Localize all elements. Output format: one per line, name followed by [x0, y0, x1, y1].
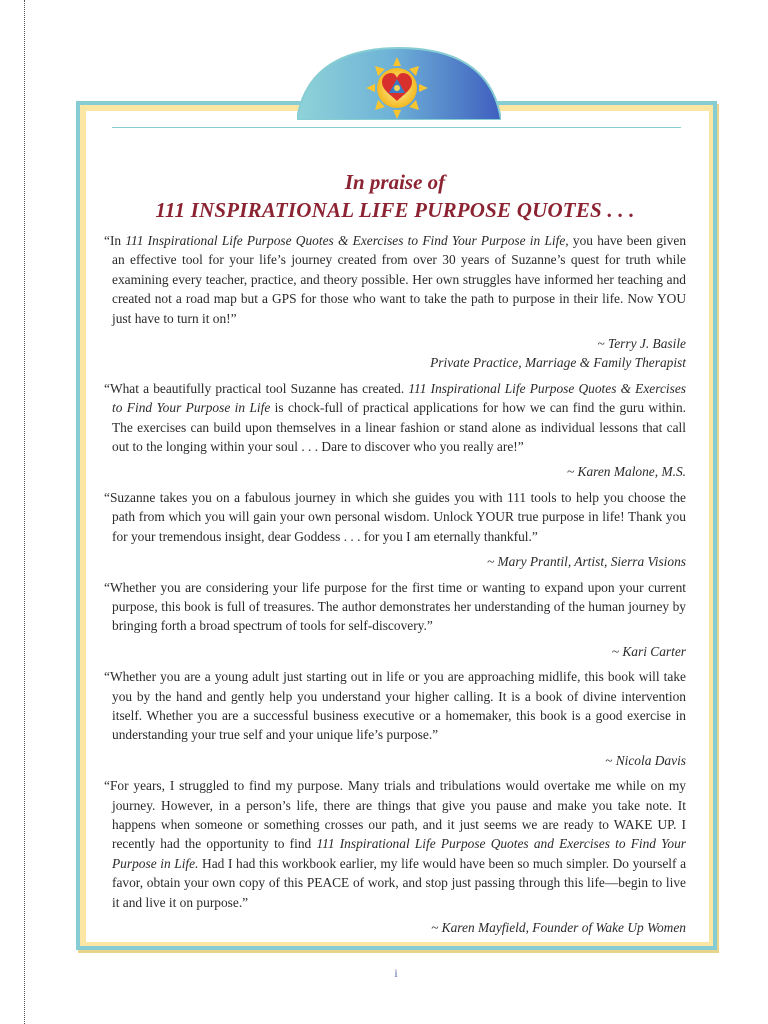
testimonial: [104, 379, 686, 482]
testimonial-text: [104, 231, 686, 328]
book-title-italic: 111 Inspirational Life Purpose Quotes & Exercises to Find Your Purpose in Life: [112, 380, 686, 416]
attribution-line: ~ Terry J. Basile: [597, 336, 686, 352]
testimonial-list: [104, 231, 686, 943]
testimonial-attribution: [104, 751, 686, 770]
testimonial-text: [104, 578, 686, 636]
testimonial-text-segment: is chock-full of practical applications for how we can find the guru within. The exercises can build upon themselves in a linear fashion or stand alone as individual lessons that call out to the longing within your soul . . . Dare to discover who you really are!”: [112, 400, 686, 455]
testimonial-attribution: [104, 462, 686, 481]
testimonial: [104, 578, 686, 662]
testimonial: [104, 667, 686, 770]
testimonial-text-segment: you have been given an effective tool for your life’s journey created from over 30 years of Suzanne’s quest for truth while examining every teacher, practice, and theory possible. Her own struggles have informed her teaching and created not a road map but a GPS for those who want to take the path to purpose in their life. Now YOU just have to turn it on!”: [112, 233, 687, 326]
testimonial-attribution: [104, 918, 686, 937]
title-line-2: 111 INSPIRATIONAL LIFE PURPOSE QUOTES . . .: [155, 198, 635, 222]
testimonial-text-segment: “In: [104, 233, 126, 248]
testimonial-text-segment: “What a beautifully practical tool Suzanne has created.: [104, 380, 409, 396]
testimonial: [104, 488, 686, 572]
testimonial-text: [104, 379, 686, 457]
testimonial-attribution: [104, 642, 686, 661]
testimonial-text: [104, 488, 686, 546]
attribution-line: ~ Karen Mayfield, Founder of Wake Up Women: [431, 920, 686, 935]
attribution-line: ~ Karen Malone, M.S.: [566, 464, 686, 480]
title-line-1: In praise of: [344, 170, 446, 194]
testimonial-text-segment: “Whether you are a young adult just starting out in life or you are approaching midlife, this book will take you by the hand and gently help you understand your higher calling. It is a book of divine intervention itself. Whether you are a successful business executive or a homemaker, this book is a good exercise in understanding your true self and your unique life’s purpose.”: [104, 669, 686, 743]
testimonial-text: [104, 776, 686, 912]
page-margin-guide: [24, 0, 25, 1024]
testimonial: [104, 231, 686, 373]
testimonial-text-segment: “For years, I struggled to find my purpose. Many trials and tribulations would overtake me while on my journey. However, in a person’s life, there are things that give you pause and make you take note. It happens when someone or something crosses our path, and it just seems we are ready to WAKE UP. I recently had the opportunity to find: [104, 778, 686, 852]
testimonial-attribution: [104, 552, 686, 571]
top-rule: [112, 127, 681, 128]
testimonial-text-segment: “Whether you are considering your life purpose for the first time or wanting to expand upon your current purpose, this book is full of treasures. The author demonstrates her understanding of the human journey by bringing forth a broad spectrum of tools for self-discovery.”: [104, 579, 686, 634]
attribution-line: ~ Mary Prantil, Artist, Sierra Visions: [486, 554, 686, 570]
testimonial: [104, 776, 686, 937]
attribution-line: ~ Nicola Davis: [605, 752, 686, 768]
page-number: i: [394, 966, 398, 980]
testimonial-text-segment: “Suzanne takes you on a fabulous journey in which she guides you with 111 tools to help you choose the path from which you will gain your own personal wisdom. Unlock YOUR true purpose in life! Thank you for your tremendous insight, dear Goddess . . . for you I am eternally thankful.”: [104, 489, 686, 544]
testimonial-attribution: [104, 334, 686, 373]
testimonial-text: [104, 667, 686, 745]
testimonial-text-segment: Had I had this workbook earlier, my life would have been so much simpler. Do yourself a favor, obtain your own copy of this PEACE of work, and stop just passing through this life—begin to live it and live it on purpose.”: [112, 855, 687, 910]
attribution-line: ~ Kari Carter: [611, 643, 686, 659]
attribution-line: Private Practice, Marriage & Family Therapist: [430, 355, 686, 371]
heart-sun-emblem-icon: [297, 46, 501, 120]
book-title-italic: 111 Inspirational Life Purpose Quotes and Exercises to Find Your Purpose in Life.: [112, 836, 687, 871]
book-title-italic: 111 Inspirational Life Purpose Quotes & Exercises to Find Your Purpose in Life,: [125, 233, 569, 248]
praise-title: [106, 168, 684, 224]
